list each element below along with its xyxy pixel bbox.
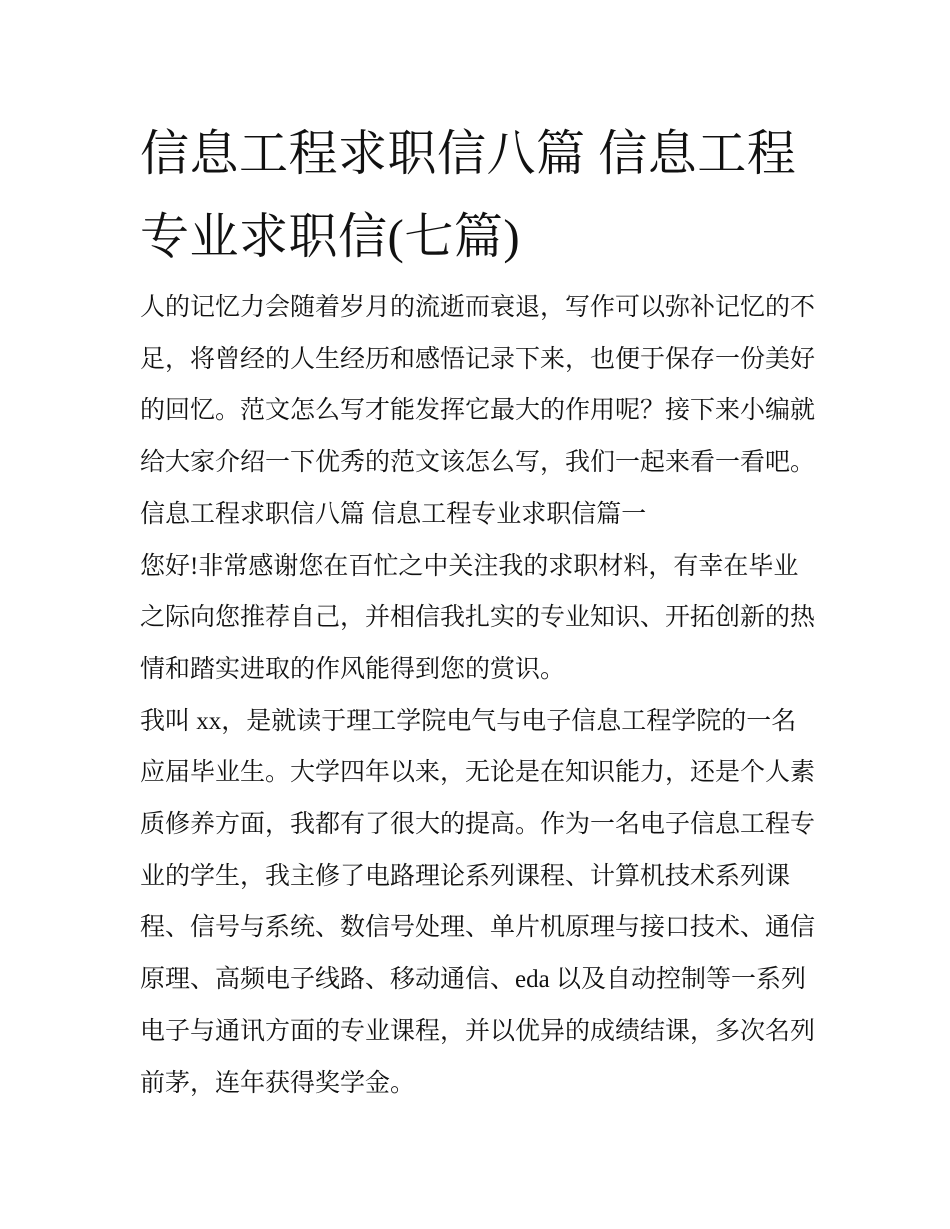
document-title: [140, 112, 820, 278]
body-line: 程、信号与系统、数信号处理、单片机原理与接口技术、通信: [140, 914, 816, 942]
body-line: 足，将曾经的人生经历和感悟记录下来，也便于保存一份美好: [140, 345, 816, 373]
document-body: [140, 282, 820, 1109]
body-line: 原理、高频电子线路、移动通信、eda 以及自动控制等一系列: [140, 966, 806, 994]
body-line: 业的学生，我主修了电路理论系列课程、计算机技术系列课: [140, 862, 791, 890]
body-line: 您好!非常感谢您在百忙之中关注我的求职材料，有幸在毕业: [140, 552, 799, 580]
body-line: 前茅，连年获得奖学金。: [140, 1069, 416, 1097]
body-line: 我叫 xx，是就读于理工学院电气与电子信息工程学院的一名: [140, 707, 797, 735]
body-line: 情和踏实进取的作风能得到您的赏识。: [140, 655, 566, 683]
body-line: 应届毕业生。大学四年以来，无论是在知识能力，还是个人素: [140, 759, 816, 787]
title-line: 专业求职信(七篇): [140, 209, 521, 264]
body-line: 电子与通讯方面的专业课程，并以优异的成绩结课，多次名列: [140, 1017, 816, 1045]
title-line: 信息工程求职信八篇 信息工程: [140, 126, 797, 181]
body-line: 之际向您推荐自己，并相信我扎实的专业知识、开拓创新的热: [140, 604, 816, 632]
section-heading: 信息工程求职信八篇 信息工程专业求职信篇一: [140, 500, 647, 528]
body-line: 的回忆。范文怎么写才能发挥它最大的作用呢？接下来小编就: [140, 397, 816, 425]
body-line: 质修养方面，我都有了很大的提高。作为一名电子信息工程专: [140, 811, 816, 839]
body-line: 给大家介绍一下优秀的范文该怎么写，我们一起来看一看吧。: [140, 449, 816, 477]
body-line: 人的记忆力会随着岁月的流逝而衰退，写作可以弥补记忆的不: [140, 294, 816, 321]
